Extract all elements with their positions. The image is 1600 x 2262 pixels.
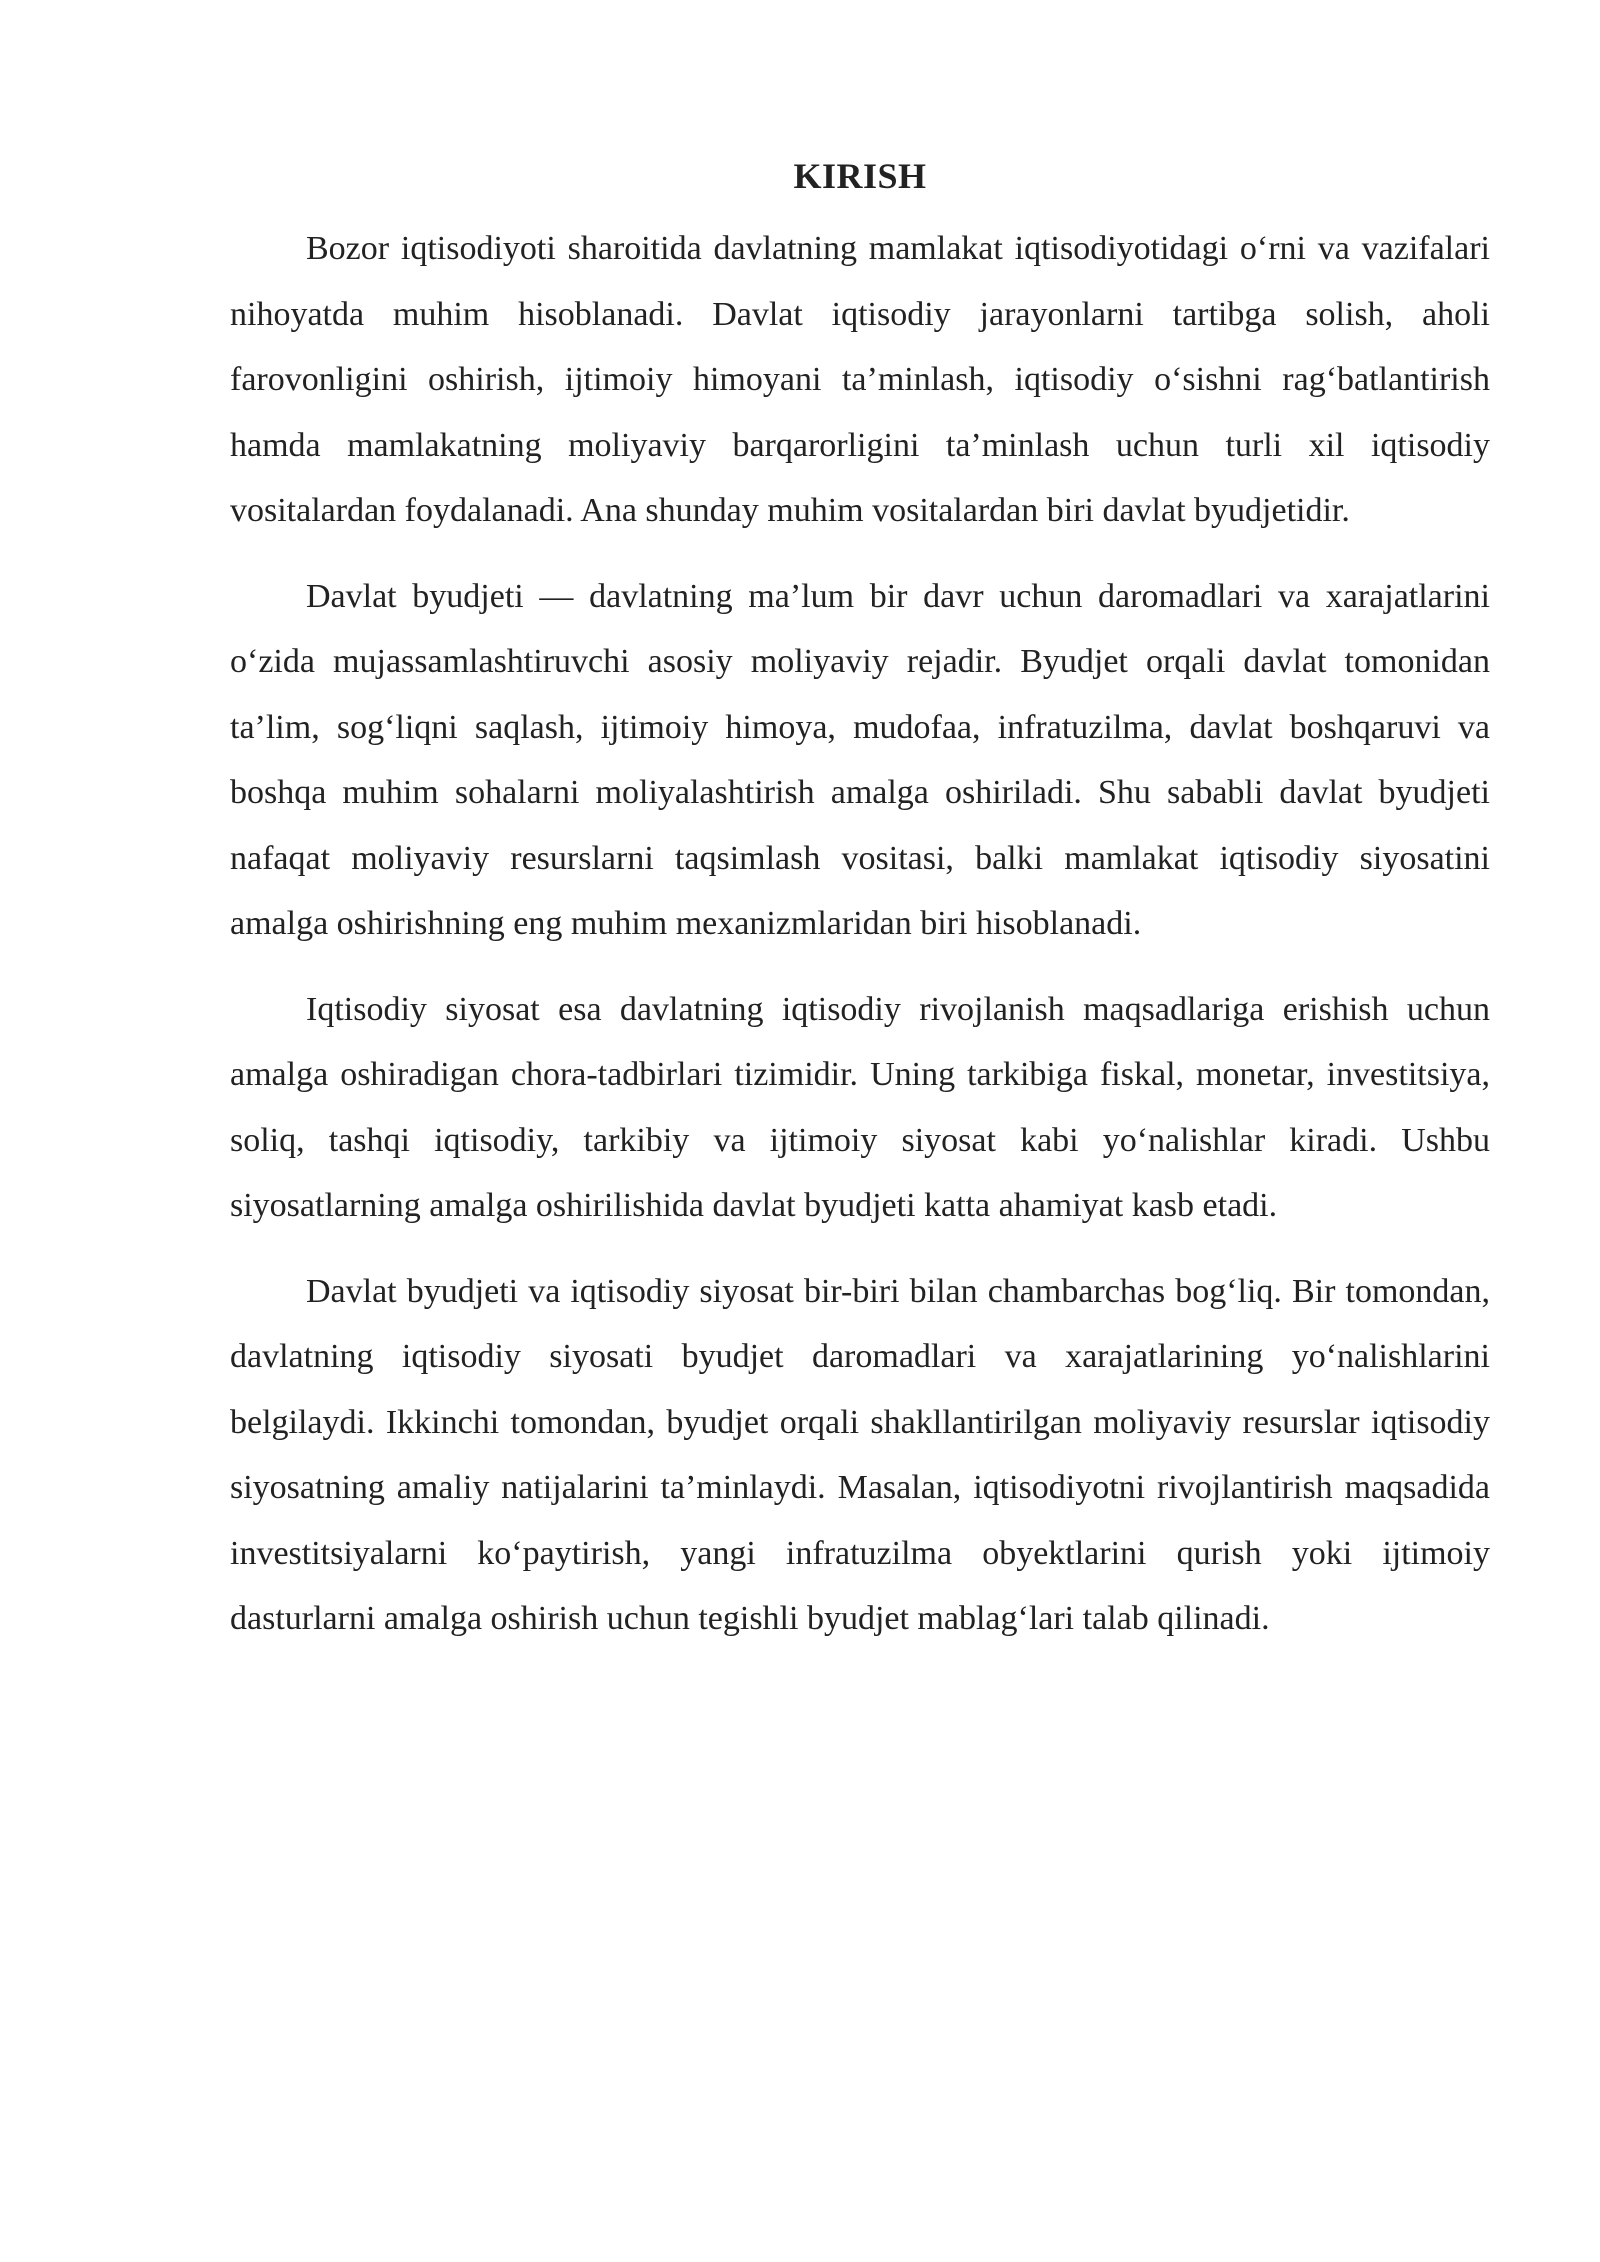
paragraph-3: Iqtisodiy siyosat esa davlatning iqtisodiy rivojlanish maqsadlariga erishish uchun amalga oshiradigan chora-tadbirlari tizimidir. Uning tarkibiga fiskal, monetar, investitsiya, soliq, tashqi iqtisodiy, tarkibiy va ijtimoiy siyosat kabi yo‘nalishlar kiradi. Ushbu siyosatlarning amalga oshirilishida davlat byudjeti katta ahamiyat kasb etadi. (230, 990, 1490, 1224)
document-body (230, 150, 1490, 1672)
paragraph-4: Davlat byudjeti va iqtisodiy siyosat bir-biri bilan chambarchas bog‘liq. Bir tomondan, davlatning iqtisodiy siyosati byudjet daromadlari va xarajatlarining yo‘nalishlarini belgilaydi. Ikkinchi tomondan, byudjet orqali shakllantirilgan moliyaviy resurslar iqtisodiy siyosatning amaliy natijalarini ta’minlaydi. Masalan, iqtisodiyotni rivojlantirish maqsadida investitsiyalarni ko‘paytirish, yangi infratuzilma obyektlarini qurish yoki ijtimoiy dasturlarni amalga oshirish uchun tegishli byudjet mablag‘lari talab qilinadi. (230, 1272, 1490, 1637)
paragraph-1: Bozor iqtisodiyoti sharoitida davlatning mamlakat iqtisodiyotidagi o‘rni va vazifalari nihoyatda muhim hisoblanadi. Davlat iqtisodiy jarayonlarni tartibga solish, aholi farovonligini oshirish, ijtimoiy himoyani ta’minlash, iqtisodiy o‘sishni rag‘batlantirish hamda mamlakatning moliyaviy barqarorligini ta’minlash uchun turli xil iqtisodiy vositalardan foydalanadi. Ana shunday muhim vositalardan biri davlat byudjetidir. (230, 230, 1490, 529)
page-title: KIRISH (793, 156, 927, 196)
paragraph-2: Davlat byudjeti — davlatning ma’lum bir davr uchun daromadlari va xarajatlarini o‘zida mujassamlashtiruvchi asosiy moliyaviy rejadir. Byudjet orqali davlat tomonidan ta’lim, sog‘liqni saqlash, ijtimoiy himoya, mudofaa, infratuzilma, davlat boshqaruvi va boshqa muhim sohalarni moliyalashtirish amalga oshiriladi. Shu sababli davlat byudjeti nafaqat moliyaviy resurslarni taqsimlash vositasi, balki mamlakat iqtisodiy siyosatini amalga oshirishning eng muhim mexanizmlaridan biri hisoblanadi. (230, 577, 1490, 942)
